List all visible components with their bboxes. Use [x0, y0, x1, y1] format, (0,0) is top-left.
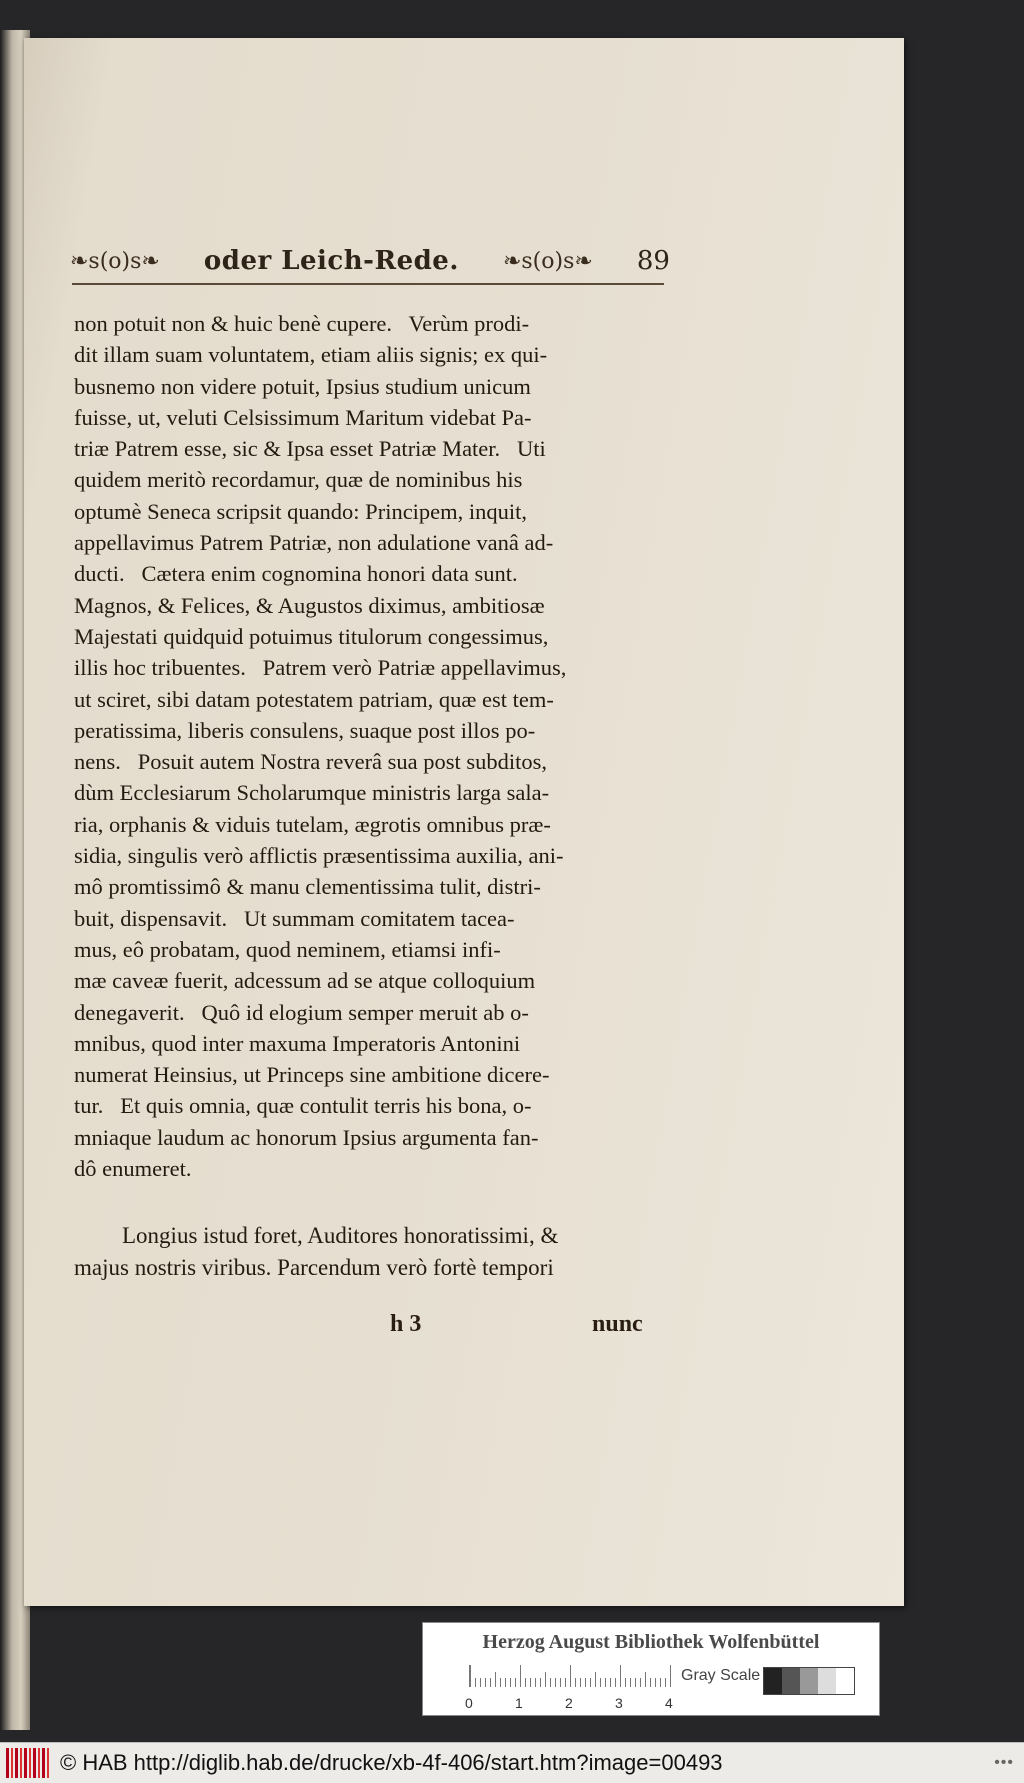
body-text: [74, 308, 670, 1184]
gray-scale-swatches: [763, 1667, 855, 1695]
scale-tick: [655, 1678, 656, 1687]
scale-tick: [540, 1678, 541, 1687]
scale-tick: [665, 1678, 666, 1687]
library-color-card: [422, 1622, 880, 1716]
scale-tick: [650, 1678, 651, 1687]
gray-swatch: [836, 1668, 854, 1694]
scale-tick: [525, 1678, 526, 1687]
running-head: oder Leich-Rede.: [203, 246, 459, 276]
scale-tick: [470, 1665, 471, 1687]
scale-tick: [490, 1678, 491, 1687]
paragraph-2: [74, 1220, 670, 1284]
text-line: ut sciret, sibi datam potestatem patriam, quæ est tem-: [74, 686, 554, 712]
scale-tick: [515, 1678, 516, 1687]
page-header: [70, 243, 670, 279]
text-line: sidia, singulis verò afflictis præsentissima auxilia, ani-: [74, 843, 564, 869]
scale-tick: [545, 1672, 546, 1687]
scale-tick: [645, 1672, 646, 1687]
copyright-url[interactable]: © HAB http://diglib.hab.de/drucke/xb-4f-406/start.htm?image=00493: [60, 1750, 723, 1775]
scale-tick: [670, 1665, 671, 1687]
scale-tick: [550, 1678, 551, 1687]
ornament-right: ❧s(o)s❧: [502, 248, 593, 274]
text-line: buit, dispensavit. Ut summam comitatem tacea-: [74, 905, 515, 931]
scale-number: 4: [665, 1695, 673, 1711]
text-line: Magnos, & Felices, & Augustos diximus, ambitiosæ: [74, 592, 545, 618]
text-line: mus, eô probatam, quod neminem, etiamsi infi-: [74, 936, 501, 962]
scale-tick: [555, 1678, 556, 1687]
catchword: nunc: [592, 1311, 643, 1337]
text-line: dit illam suam voluntatem, etiam aliis signis; ex qui-: [74, 342, 548, 368]
text-line: numerat Heinsius, ut Princeps sine ambitione dicere-: [74, 1062, 550, 1088]
scale-tick: [495, 1672, 496, 1687]
scale-tick: [565, 1678, 566, 1687]
gray-swatch: [764, 1668, 782, 1694]
scale-number: 1: [515, 1695, 523, 1711]
scale-tick: [505, 1678, 506, 1687]
scale-tick: [520, 1665, 521, 1687]
scale-tick: [480, 1678, 481, 1687]
gray-swatch: [800, 1668, 818, 1694]
scale-tick: [560, 1678, 561, 1687]
scale-tick: [530, 1678, 531, 1687]
text-line: fuisse, ut, veluti Celsissimum Maritum videbat Pa-: [74, 404, 532, 430]
scale-tick: [615, 1678, 616, 1687]
scale-number: 0: [465, 1695, 473, 1711]
text-line: quidem meritò recordamur, quæ de nominibus his: [74, 467, 523, 493]
status-bar: [0, 1742, 1024, 1783]
page-number: 89: [636, 246, 670, 276]
text-line: mnibus, quod inter maxuma Imperatoris Antonini: [74, 1030, 521, 1056]
text-line: tur. Et quis omnia, quæ contulit terris his bona, o-: [74, 1093, 532, 1119]
scale-tick: [620, 1665, 621, 1687]
measurement-scale: [469, 1665, 670, 1687]
scale-tick: [535, 1678, 536, 1687]
text-line: dô enumeret.: [74, 1156, 192, 1182]
scale-tick: [610, 1678, 611, 1687]
text-line: ria, orphanis & viduis tutelam, ægrotis omnibus præ-: [74, 811, 551, 837]
header-rule: [72, 283, 664, 285]
scale-tick: [600, 1678, 601, 1687]
gray-swatch: [818, 1668, 836, 1694]
scale-tick: [625, 1678, 626, 1687]
text-line: triæ Patrem esse, sic & Ipsa esset Patriæ Mater. Uti: [74, 436, 546, 462]
text-line: nens. Posuit autem Nostra reverâ sua post subditos,: [74, 749, 548, 775]
text-line: dùm Ecclesiarum Scholarumque ministris larga sala-: [74, 780, 550, 806]
scale-tick: [605, 1678, 606, 1687]
scale-tick: [590, 1678, 591, 1687]
ornament-left: ❧s(o)s❧: [70, 248, 160, 274]
text-line: majus nostris viribus. Parcendum verò fortè tempori: [74, 1255, 554, 1280]
text-line: non potuit non & huic benè cupere. Verùm prodi-: [74, 311, 530, 336]
scale-tick: [510, 1678, 511, 1687]
scale-number: 3: [615, 1695, 623, 1711]
scale-number: 2: [565, 1695, 573, 1711]
scale-tick: [635, 1678, 636, 1687]
scale-tick: [660, 1678, 661, 1687]
scanned-page: [24, 38, 904, 1606]
scale-tick: [570, 1665, 571, 1687]
scale-tick: [500, 1678, 501, 1687]
scale-tick: [575, 1678, 576, 1687]
more-icon[interactable]: •••: [994, 1754, 1014, 1771]
text-line: mô promtissimô & manu clementissima tulit, distri-: [74, 874, 541, 900]
text-line: Longius istud foret, Auditores honoratissimi, &: [122, 1223, 559, 1248]
text-line: mniaque laudum ac honorum Ipsius argumenta fan-: [74, 1124, 539, 1150]
text-line: Majestati quidquid potuimus titulorum congessimus,: [74, 623, 549, 649]
text-line: appellavimus Patrem Patriæ, non adulatione vanâ ad-: [74, 530, 554, 556]
text-line: peratissima, liberis consulens, suaque post illos po-: [74, 717, 536, 743]
scale-tick: [595, 1672, 596, 1687]
text-line: ducti. Cætera enim cognomina honori data sunt.: [74, 561, 518, 587]
scale-tick: [630, 1678, 631, 1687]
text-line: busnemo non videre potuit, Ipsius studium unicum: [74, 373, 531, 399]
library-name: Herzog August Bibliothek Wolfenbüttel: [482, 1631, 820, 1653]
scale-tick: [640, 1678, 641, 1687]
text-line: mæ caveæ fuerit, adcessum ad se atque colloquium: [74, 968, 536, 994]
scale-tick: [585, 1678, 586, 1687]
gray-scale-label: Gray Scale: [681, 1667, 761, 1684]
hab-logo-icon: [6, 1748, 50, 1778]
text-line: illis hoc tribuentes. Patrem verò Patriæ appellavimus,: [74, 655, 567, 681]
scale-tick: [475, 1678, 476, 1687]
gray-swatch: [782, 1668, 800, 1694]
scale-tick: [485, 1678, 486, 1687]
text-line: optumè Seneca scripsit quando: Principem, inquit,: [74, 498, 528, 524]
scale-tick: [580, 1678, 581, 1687]
text-line: denegaverit. Quô id elogium semper meruit ab o-: [74, 999, 529, 1025]
signature-mark: h 3: [390, 1311, 422, 1337]
